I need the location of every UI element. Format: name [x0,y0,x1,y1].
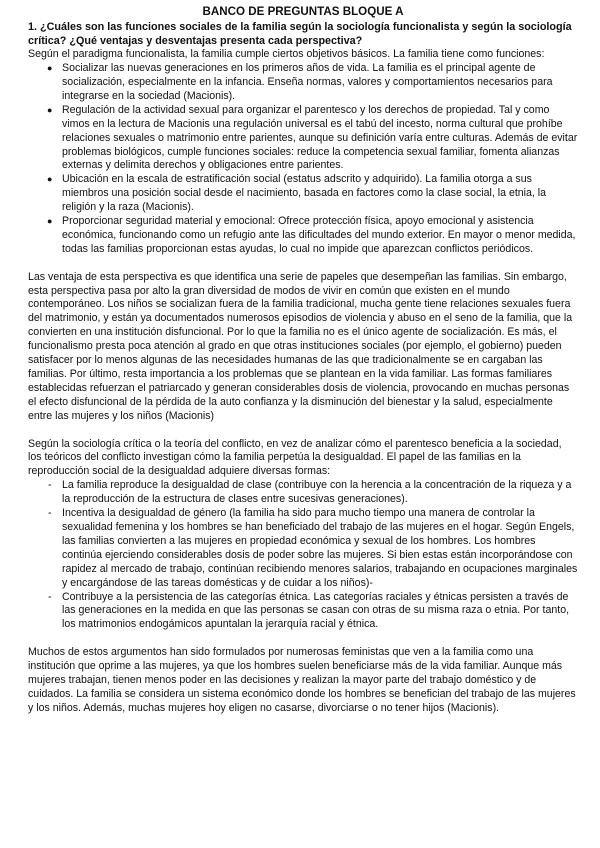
dash-icon: - [48,507,52,520]
critical-paragraph: Según la sociología crítica o la teoría del conflicto, en vez de analizar cómo el parentesco beneficia a la sociedad, los teóricos del conflicto investigan cómo la familia perpetúa la desigualdad. El papel de las familias en la reproducción social de la desigualdad adquiere diversas formas: [28,437,562,478]
bullet-icon: ● [47,216,53,227]
list-item-text: Contribuye a la persistencia de las categorías étnica. Las categorías raciales y étnicas persisten a través de las generaciones en la medida en que las personas se casan con otras de su misma raza o etnia. Por tanto, los matrimonios endogámicos apuntalan la jerarquía racial y étnica. [62,590,570,631]
feminist-paragraph: Muchos de estos argumentos han sido formulados por numerosas feministas que ven a la familia como una institución que oprime a las mujeres, ya que los hombres suelen beneficiarse más de la vida familiar. Aunque más mujeres trabajan, tienen menos poder en las decisiones y realizan la mayor parte del trabajo doméstico y de cuidados. La familia se considera un sistema económico donde los hombres se benefician del trabajo de las mujeres y los niños. Además, muchas mujeres hoy eligen no casarse, divorciarse o no tener hijos (Macionis). [28,646,576,714]
list-item [28,507,578,590]
spacer [28,424,578,438]
list-item [28,215,578,257]
question-heading: 1. ¿Cuáles son las funciones sociales de la familia según la sociología funcionalista y según la sociología crítica? ¿Qué ventajas y desventajas presenta cada perspectiva? [28,21,572,47]
list-item [28,173,578,215]
functions-list [28,62,578,257]
list-item-text: Regulación de la actividad sexual para organizar el parentesco y los derechos de propiedad. Tal y como vimos en la lectura de Macionis una regulación universal es el tabú del incesto, norma cultural que prohíbe relaciones sexuales o matrimonio entre parientes, aunque su definición varía entre culturas. Además de evitar problemas biológicos, cumple funciones sociales: reduce la competencia sexual familiar, fomenta alianzas externas y delimita derechos y obligaciones entre parientes. [62,103,578,172]
advantages-paragraph: Las ventaja de esta perspectiva es que identifica una serie de papeles que desempeñan las familias. Sin embargo, esta perspectiva pasa por alto la gran diversidad de modos de vivir en común que existen en el mundo contemporáneo. Los niños se socializan fuera de la familia tradicional, mucha gente tiene relaciones sexuales fuera del matrimonio, y están ya documentados numerosos episodios de violencia y abuso en el seno de la familia, que la convierten en una institución disfuncional. Por lo que la familia no es el único agente de socialización. Es más, el funcionalismo presta poca atención al grado en que otras instituciones sociales (por ejemplo, el gobierno) pueden satisfacer por lo menos algunas de las necesidades humanas de las que tradicionalmente se en cargaban las familias. Por último, resta importancia a los problemas que se plantean en la vida familiar. Las formas familiares establecidas refuerzan el patriarcado y generan considerables dosis de violencia, provocando en muchas personas el efecto disfuncional de la pérdida de la auto confianza y la disminución del bienestar y la salud, especialmente entre las mujeres y los niños (Macionis) [28,270,573,422]
intro-paragraph: Según el paradigma funcionalista, la familia cumple ciertos objetivos básicos. La familia tiene como funciones: [28,48,545,61]
bullet-icon: ● [47,174,53,185]
list-item [28,104,578,174]
list-item-text: Socializar las nuevas generaciones en los primeros años de vida. La familia es el principal agente de socialización, especialmente en la infancia. Enseña normas, valores y comportamientos necesarios para integrarse en la sociedad (Macionis). [62,62,553,102]
dash-icon: - [48,590,52,603]
list-item-text: Incentiva la desigualdad de género (la familia ha sido para mucho tiempo una manera de controlar la sexualidad femenina y los hombres se han beneficiado del trabajo de las mujeres en el hogar. Según Engels, las familias convierten a las mujeres en propiedad económica y sexual de los hombres. Los hombres continúa ejerciendo considerables dosis de poder sobre las mujeres. Si bien estas están incorporándose con rapidez al mercado de trabajo, continúan recibiendo menores salarios, trabajando en ocupaciones marginales y encargándose de las tareas domésticas y de cuidar a los niños)- [62,507,578,589]
list-item-text: Ubicación en la escala de estratificación social (estatus adscrito y adquirido). La familia otorga a sus miembros una posición social desde el nacimiento, basada en factores como la clase social, la etnia, la religión y la raza (Macionis). [62,173,547,214]
list-item [28,62,578,104]
list-item [28,479,578,507]
document-title: BANCO DE PREGUNTAS BLOQUE A [202,5,404,18]
bullet-icon: ● [47,104,53,115]
list-item-text: La familia reproduce la desigualdad de clase (contribuye con la herencia a la concentración de la riqueza y a la reproducción de la estructura de clases entre sucesivas generaciones). [62,479,572,506]
bullet-icon: ● [47,63,53,74]
inequalities-list [28,479,578,632]
list-item [28,591,578,633]
spacer [28,257,578,271]
dash-icon: - [48,479,52,492]
list-item-text: Proporcionar seguridad material y emocional: Ofrece protección física, apoyo emocional y asistencia económica, funcionando como un refugio ante las dificultades del mundo exterior. En mayor o menor medida, todas las familias proporcionan estas ayudas, lo cual no impide que aparezcan conflictos periódicos. [62,215,576,255]
spacer [28,632,578,646]
